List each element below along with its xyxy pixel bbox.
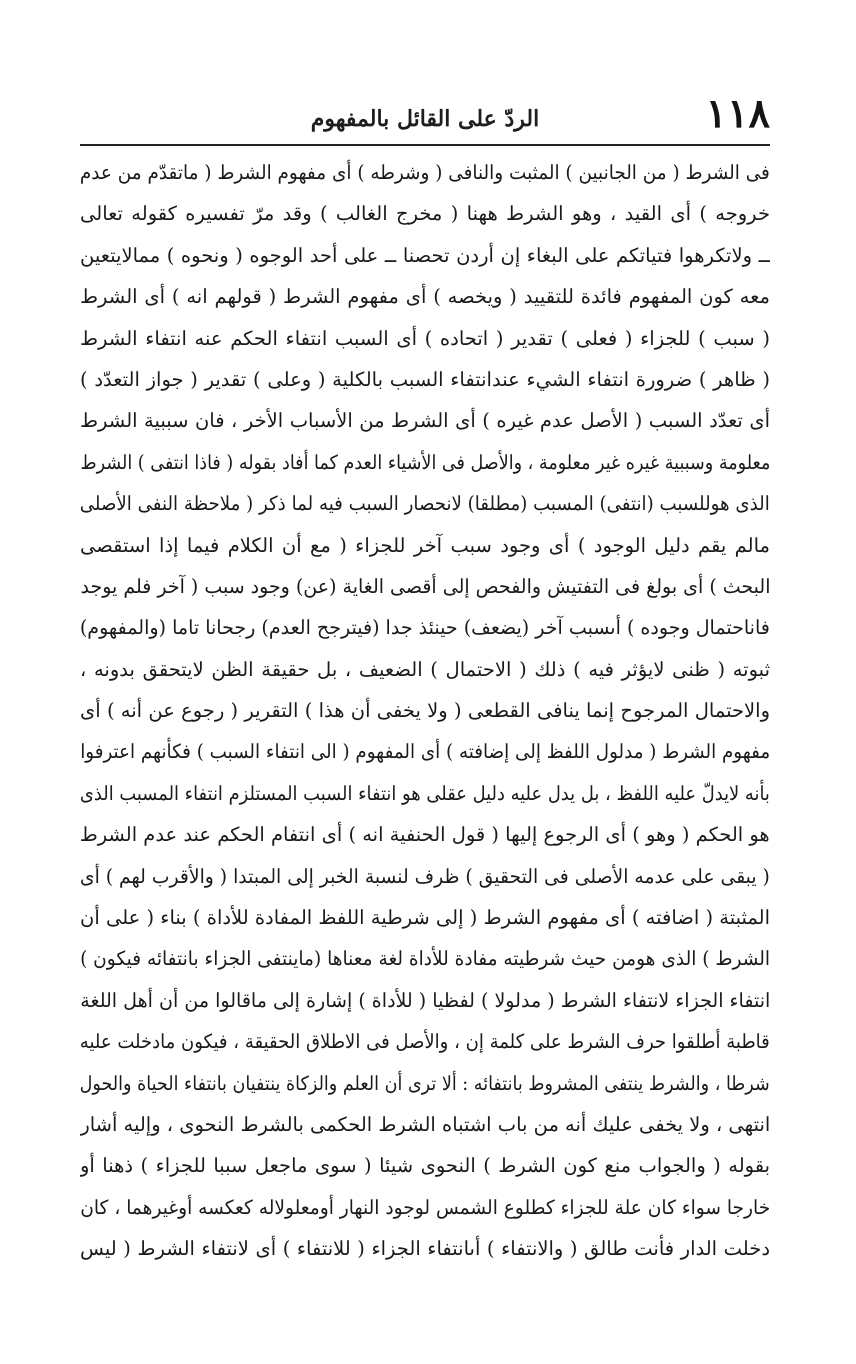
text-line: البحث ) أى بولغ فى التفتيش والفحص إلى أقصى الغاية (عن) وجود سبب ( آخر فلم يوجد	[80, 574, 770, 598]
text-line: مفهوم الشرط ( مدلول اللفظ إلى إضافته ) أى المفهوم ( الى انتفاء السبب ) فكأنهم اعترفوا	[80, 740, 770, 764]
text-line: انتهى ، ولا يخفى عليك أنه من باب اشتباه الشرط الحكمى بالشرط النحوى ، وإليه أشار	[80, 1112, 770, 1136]
body-text	[80, 152, 770, 1270]
text-line: المثبتة ( اضافته ) أى مفهوم الشرط ( إلى شرطية اللفظ المفادة للأداة ) بناء ( على أن	[80, 906, 770, 930]
text-line: مالم يقم دليل الوجود ) أى وجود سبب آخر للجزاء ( مع أن الكلام فيما إذا استقصى	[80, 533, 770, 557]
text-line: معلومة وسببية غيره غير معلومة ، والأصل فى الأشياء العدم كما أفاد بقوله ( فاذا انتفى ) الشرط	[80, 450, 770, 474]
header-rule	[80, 144, 770, 146]
text-line: هو الحكم ( وهو ) أى الرجوع إليها ( قول الحنفية انه ) أى انتفام الحكم عند عدم الشرط	[80, 823, 770, 847]
page-header	[80, 90, 770, 140]
running-title: الردّ على القائل بالمفهوم	[310, 106, 540, 132]
text-line: ثبوته ( ظنى لايؤثر فيه ) ذلك ( الاحتمال ) الضعيف ، بل حقيقة الظن لايتحقق بدونه ،	[80, 657, 770, 681]
text-line: بأنه لايدلّ عليه اللفظ ، بل يدل عليه دليل عقلى هو انتفاء السبب المستلزم انتفاء المسبب الذى	[80, 781, 770, 805]
text-line: معه كون المفهوم فائدة للتقييد ( ويخصه ) أى مفهوم الشرط ( قولهم انه ) أى الشرط	[80, 285, 770, 309]
text-line: الشرط ) الذى هومن حيث شرطيته مفادة للأداة لغة معناها (ماينتفى الجزاء بانتفائه فيكون )	[80, 947, 770, 971]
text-line: أى تعدّد السبب ( الأصل عدم غيره ) أى الشرط من الأسباب الأخر ، فان سببية الشرط	[80, 409, 770, 433]
text-line: ( ظاهر ) ضرورة انتفاء الشيء عندانتفاء السبب بالكلية ( وعلى ) تقدير ( جواز التعدّد )	[80, 367, 770, 391]
text-line: ( سبب ) للجزاء ( فعلى ) تقدير ( اتحاده ) أى السبب انتفاء الحكم عنه انتفاء الشرط	[80, 326, 770, 350]
text-line: الذى هوللسبب (انتفى) المسبب (مطلقا) لانحصار السبب فيه لما ذكر ( ملاحظة النفى الأصلى	[80, 492, 770, 516]
text-line: خارجا سواء كان علة للجزاء كطلوع الشمس لوجود النهار أومعلولاله كعكسه أوغيرهما ، كان	[80, 1195, 770, 1219]
text-line: والاحتمال المرجوح إنما ينافى القطعى ( ولا يخفى أن هذا ) التقرير ( رجوع عن أنه ) أى	[80, 699, 770, 723]
text-line: دخلت الدار فأنت طالق ( والانتفاء ) أىانتفاء الجزاء ( للانتفاء ) أى لانتفاء الشرط ( ليس	[80, 1237, 770, 1261]
text-line: شرطا ، والشرط ينتفى المشروط بانتفائه : ألا ترى أن العلم والزكاة ينتفيان بانتفاء الحياة والحول	[80, 1071, 770, 1095]
text-line: فاناحتمال وجوده ) أىسبب آخر (يضعف) حينئذ جدا (فيترجح العدم) رجحانا تاما (والمفهوم)	[80, 616, 770, 640]
text-line: خروجه ) أى القيد ، وهو الشرط ههنا ( مخرج الغالب ) وقد مرّ تفسيره كقوله تعالى	[80, 202, 770, 226]
text-line: قاطبة أطلقوا حرف الشرط على كلمة إن ، والأصل فى الاطلاق الحقيقة ، فيكون مادخلت عليه	[80, 1030, 770, 1054]
text-line: بقوله ( والجواب منع كون الشرط ) النحوى شيئا ( سوى ماجعل سببا للجزاء ) ذهنا أو	[80, 1154, 770, 1178]
page-number: ١١٨	[705, 90, 770, 137]
text-line: انتفاء الجزاء لانتفاء الشرط ( مدلولا ) لفظيا ( للأداة ) إشارة إلى ماقالوا من أن أهل اللغة	[80, 988, 770, 1012]
text-line: ( يبقى على عدمه الأصلى فى التحقيق ) ظرف لنسبة الخبر إلى المبتدا ( والأقرب لهم ) أى	[80, 864, 770, 888]
text-line: ــ ولاتكرهوا فتياتكم على البغاء إن أردن تحصنا ــ على أحد الوجوه ( ونحوه ) ممالايتعين	[80, 243, 770, 267]
text-line: فى الشرط ( من الجانبين ) المثبت والنافى ( وشرطه ) أى مفهوم الشرط ( ماتقدّم من عدم	[80, 161, 770, 184]
